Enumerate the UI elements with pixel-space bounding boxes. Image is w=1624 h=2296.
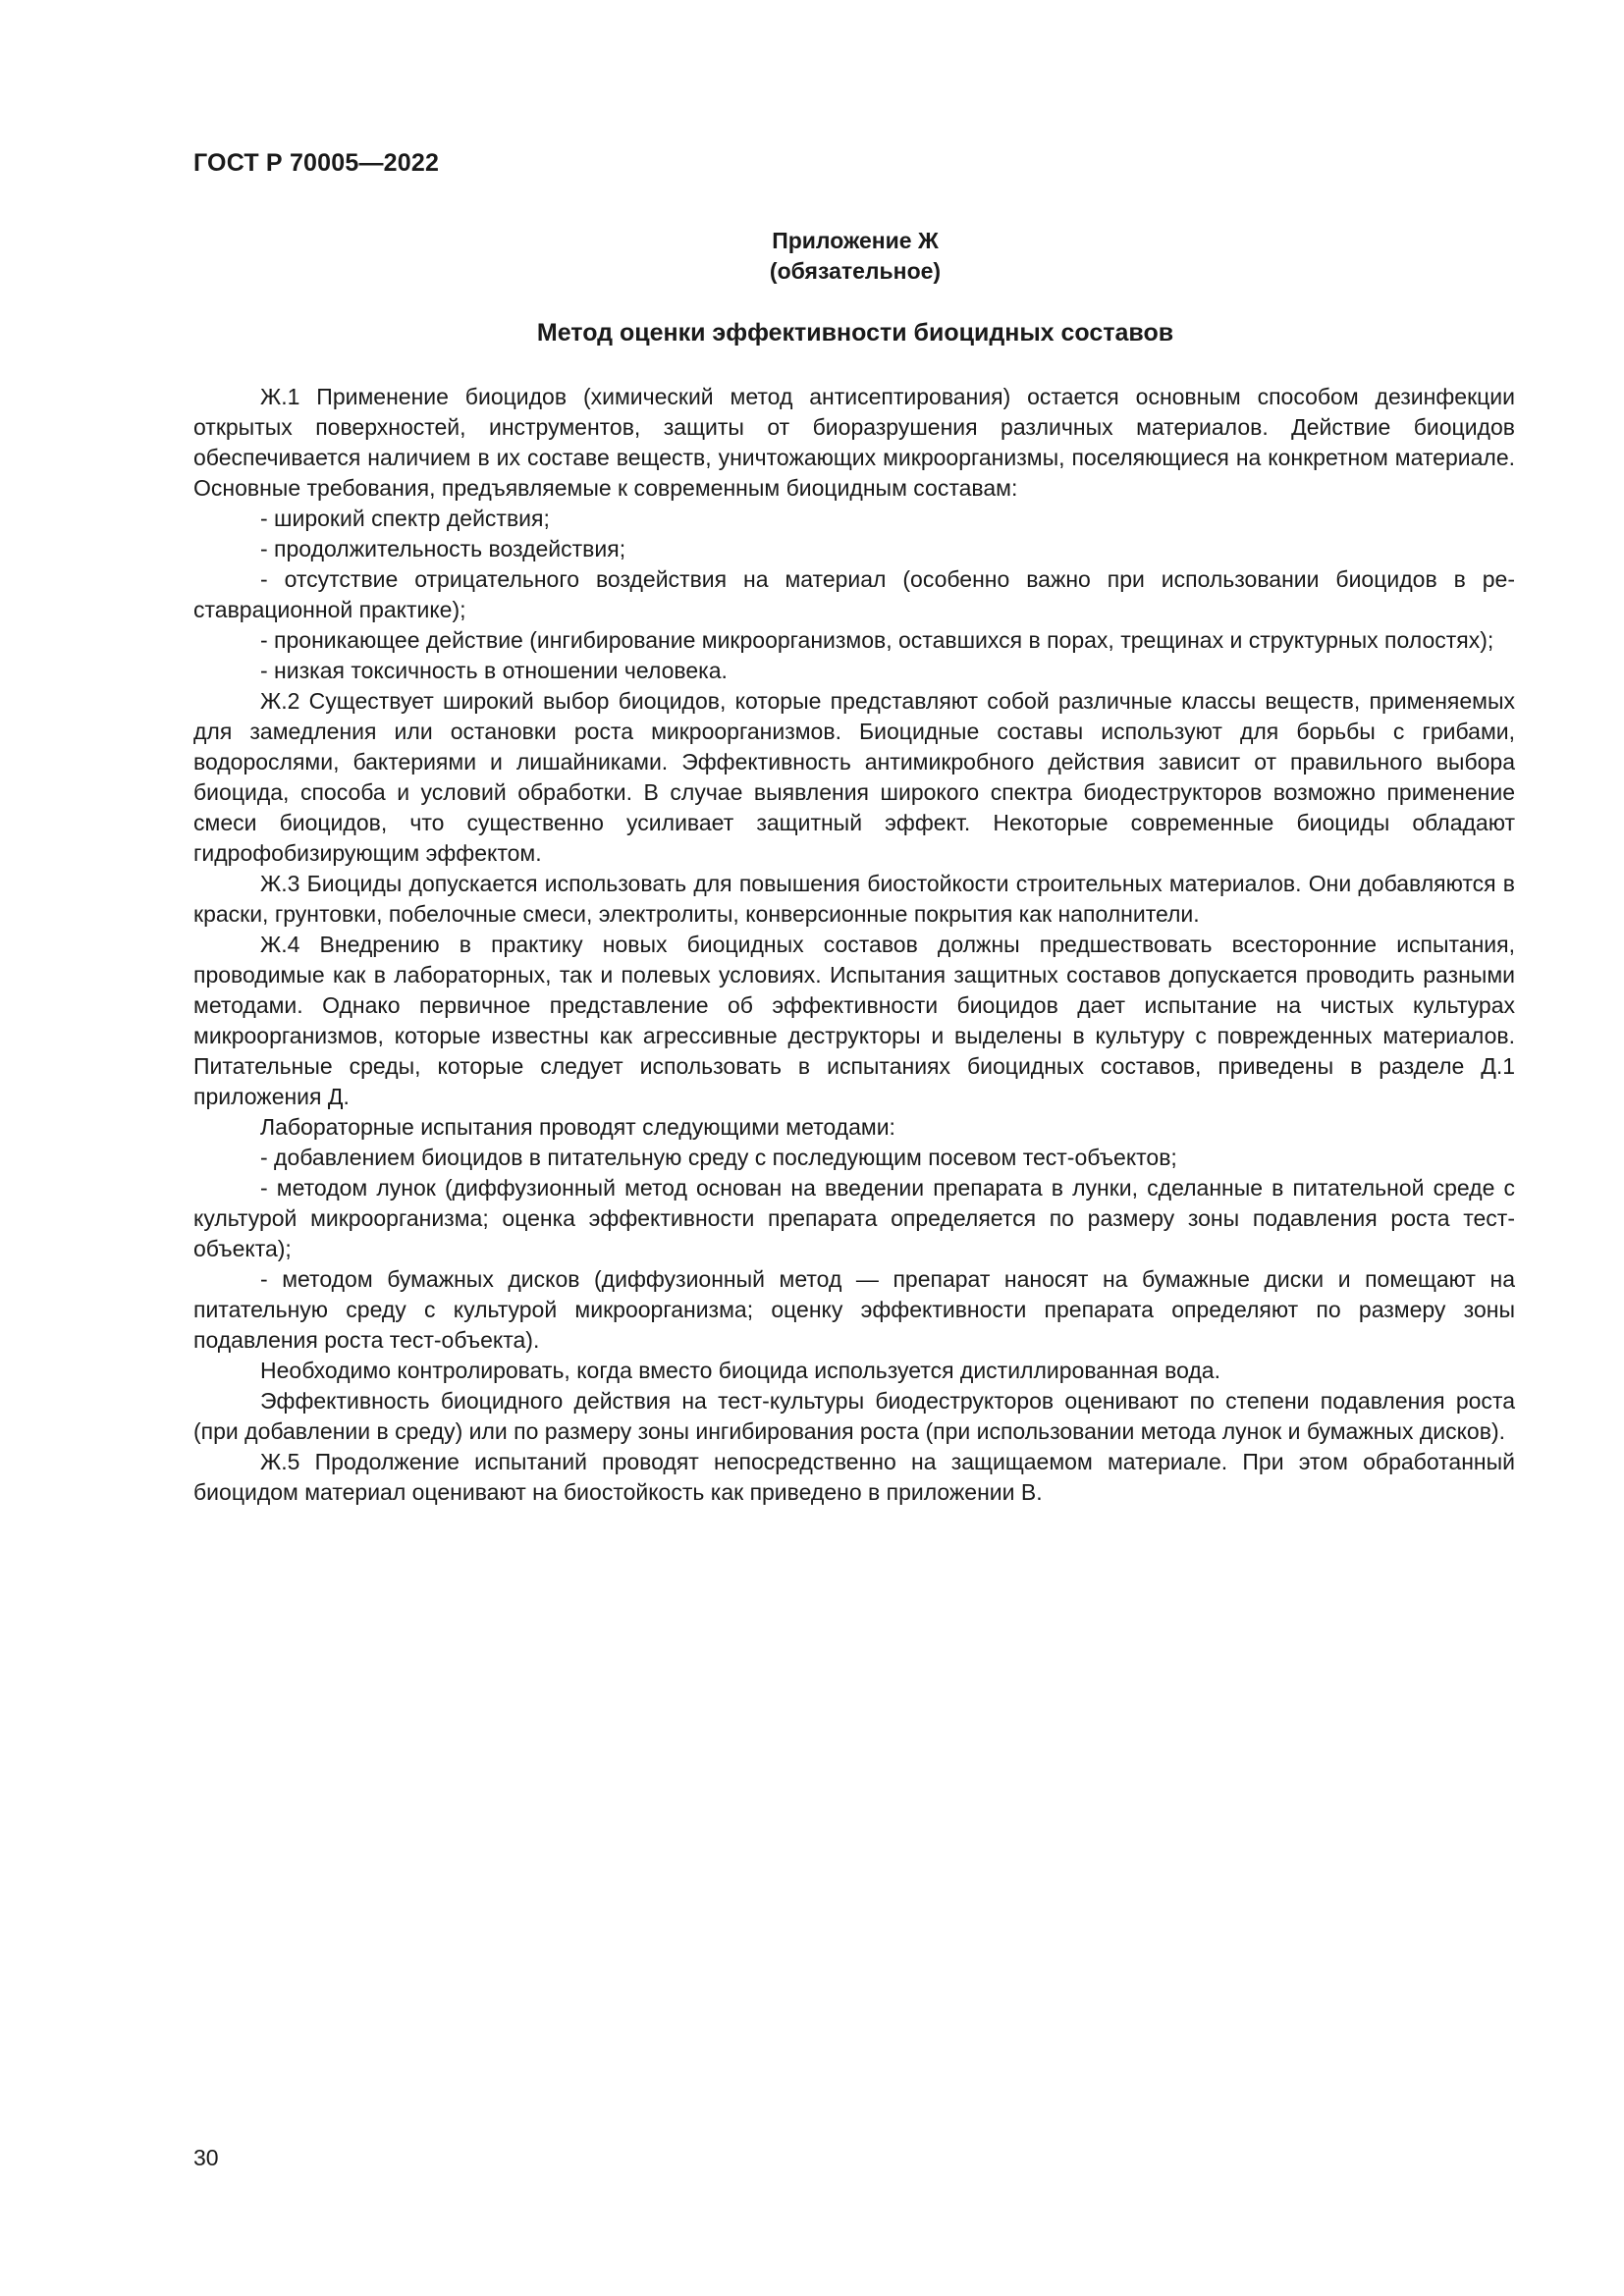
list-item: - проникающее действие (ингибирование микроорганизмов, оставшихся в порах, трещинах и структурных полостях); [260,627,1494,653]
list-item: - продолжительность воздействия; [260,536,626,561]
paragraph: Ж.4 Внедрению в практику новых биоцидных составов должны предшествовать всесторонние испытания, проводимые как в лабораторных, так и полевых условиях. Испытания защитных составов допускается проводить разными методами. Однако первичное представление об эффективности биоцидов дает испытание на чистых культурах микроорганизмов, которые известны как агрессивные деструкторы и выделены в культуру с поврежденных материалов. Питательные среды, которые следует использовать в испытаниях биоцидных составов, приведены в разделе Д.1 приложения Д. [193,932,1515,1109]
appendix-status: (обязательное) [769,258,942,284]
paragraph: Эффективность биоцидного действия на тест-культуры биодеструкторов оценивают по степени подавления роста (при добавлении в среду) или по размеру зоны ингибирования роста (при использовании метода лунок и бумажных дисков). [193,1388,1515,1444]
list-item: - широкий спектр действия; [260,506,550,531]
paragraph: Ж.5 Продолжение испытаний проводят непосредственно на защищаемом материале. При этом обработанный биоцидом материал оценивают на биостойкость как приведено в приложении В. [193,1449,1515,1505]
list-item: - отсутствие отрицательного воздействия на материал (особенно важно при использовании биоцидов в реставрационной практике); [193,566,1515,622]
paragraph: Необходимо контролировать, когда вместо биоцида используется дистиллированная вода. [260,1358,1220,1383]
body-text [193,382,1515,1508]
list-item: - методом бумажных дисков (диффузионный метод — препарат наносят на бумажные диски и помещают на питательную среду с культурой микроорганизма; оценку эффективности препарата определяют по размеру зоны подавления роста тест-объекта). [193,1266,1515,1353]
paragraph: Лабораторные испытания проводят следующими методами: [260,1114,895,1140]
paragraph: Ж.2 Существует широкий выбор биоцидов, которые представляют собой различные классы веществ, применяемых для замедления или остановки роста микроорганизмов. Биоцидные составы используют для борьбы с грибами, водорослями, бактериями и лишайниками. Эффективность антимикробного действия зависит от правильного выбора биоцида, способа и условий обработки. В случае выявления широкого спектра биодеструкторов возможно применение смеси биоцидов, что существенно усиливает защитный эффект. Некоторые современные биоциды обладают гидрофобизирующим эффектом. [193,688,1515,866]
paragraph: Ж.3 Биоциды допускается использовать для повышения биостойкости строительных материалов. Они добавляются в краски, грунтовки, побелочные смеси, электролиты, конверсионные покрытия как наполнители. [193,871,1515,927]
list-item: - методом лунок (диффузионный метод основан на введении препарата в лунки, сделанные в питательной среде с культурой микроорганизма; оценка эффективности препарата определяется по размеру зоны подавления роста тест-объекта); [193,1175,1515,1261]
appendix-title: Приложение Ж [772,228,939,253]
paragraph: Ж.1 Применение биоцидов (химический метод антисептирования) остается основным способом дезинфекции открытых поверхностей, инструментов, защиты от биоразрушения различных материалов. Действие биоцидов обеспечивается наличием в их составе веществ, уничтожающих микроорганизмы, поселяющиеся на конкретном материале. Основные требования, предъявляемые к современным биоцидным составам: [193,384,1515,501]
list-item: - низкая токсичность в отношении человека. [260,658,728,683]
page-number: 30 [193,2145,219,2170]
document-code: ГОСТ Р 70005—2022 [193,149,440,177]
section-heading: Метод оценки эффективности биоцидных составов [536,319,1174,347]
list-item: - добавлением биоцидов в питательную среду с последующим посевом тест-объектов; [260,1145,1177,1170]
